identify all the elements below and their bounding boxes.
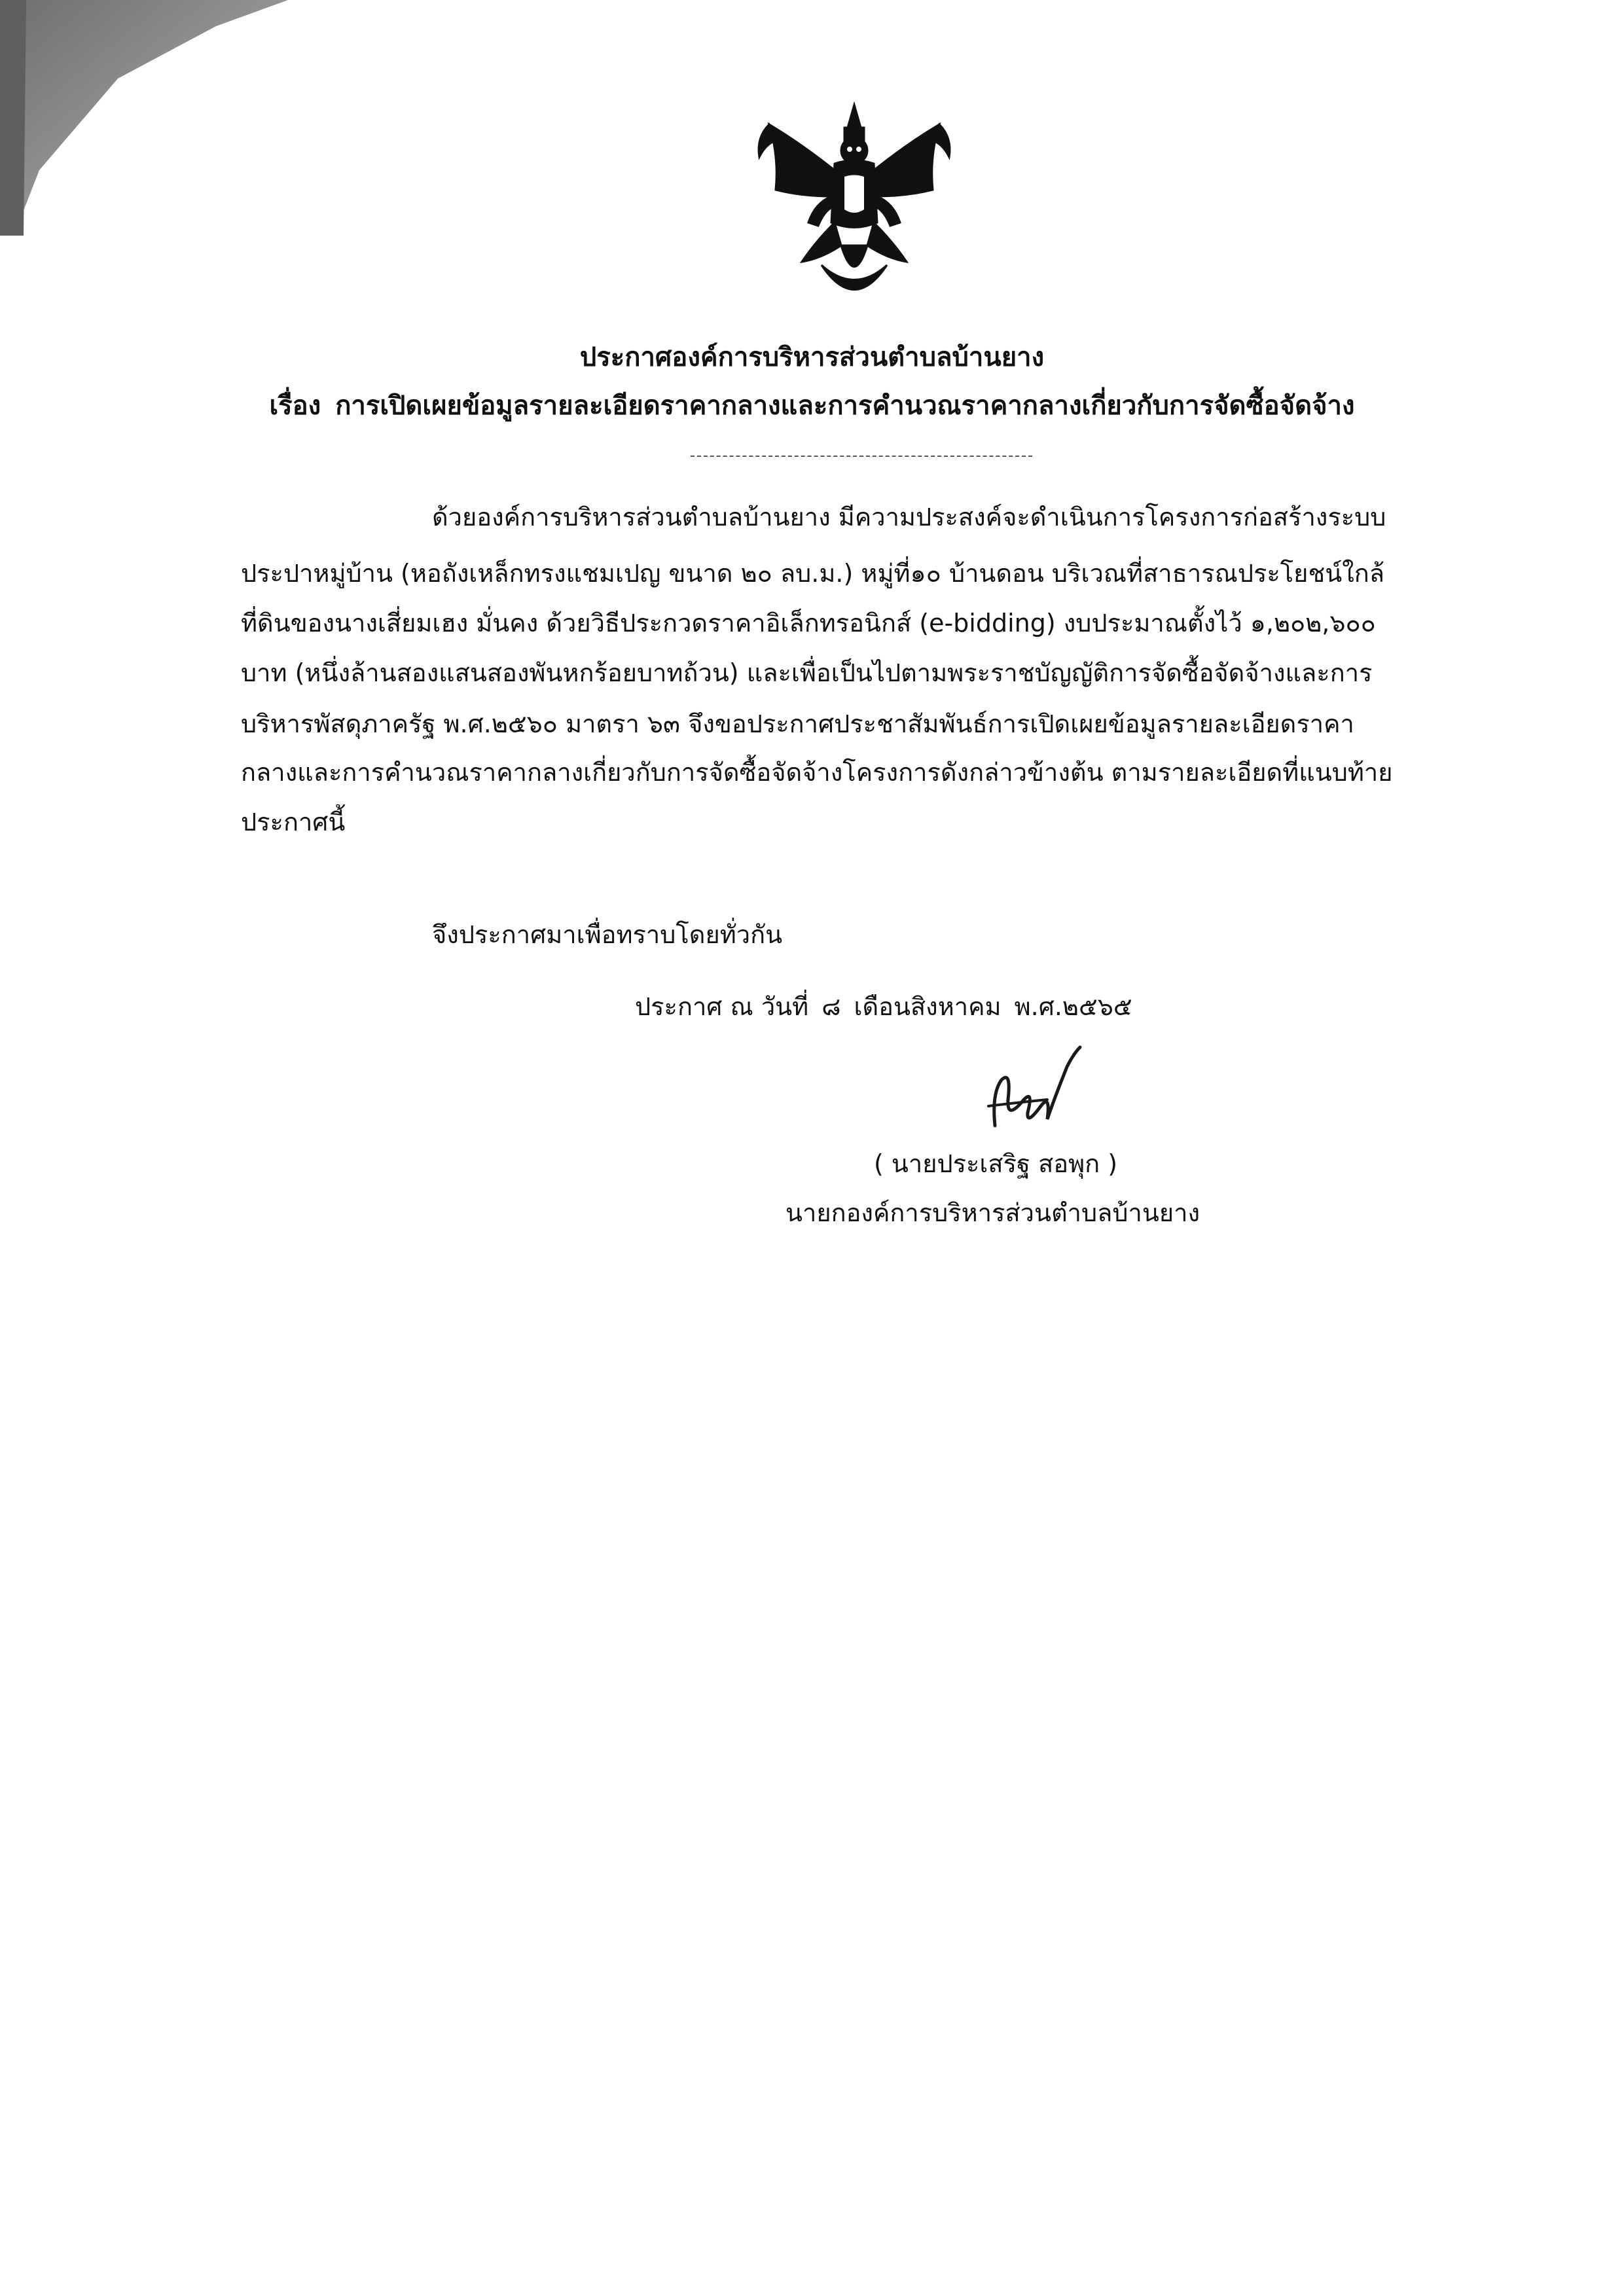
body-line-7: ประกาศนี้ xyxy=(241,808,346,836)
title-divider xyxy=(691,456,1032,457)
date-year: พ.ศ.๒๕๖๕ xyxy=(1014,992,1132,1021)
date-day: ๘ xyxy=(821,992,841,1021)
subject-text: การเปิดเผยข้อมูลรายละเอียดราคากลางและการคำนวณราคากลางเกี่ยวกับการจัดซื้อจัดจ้าง xyxy=(335,391,1355,421)
announcement-date xyxy=(635,988,1146,1025)
date-prefix: ประกาศ ณ วันที่ xyxy=(635,992,809,1021)
signer-name: ( นายประเสริฐ สอพุก ) xyxy=(874,1149,1118,1178)
date-month: เดือนสิงหาคม xyxy=(854,992,1001,1021)
announcement-subject xyxy=(0,387,1624,424)
announcement-title: ประกาศองค์การบริหารส่วนตำบลบ้านยาง xyxy=(579,342,1045,372)
body-line-2: ประปาหมู่บ้าน (หอถังเหล็กทรงแชมเปญ ขนาด ๒๐ ลบ.ม.) หมู่ที่๑๐ บ้านดอน บริเวณที่สาธารณประโยชน์ใกล้ xyxy=(241,559,1385,588)
garuda-emblem xyxy=(743,98,965,321)
closing-statement: จึงประกาศมาเพื่อทราบโดยทั่วกัน xyxy=(432,920,783,949)
subject-label: เรื่อง xyxy=(269,391,321,421)
signer-position: นายกองค์การบริหารส่วนตำบลบ้านยาง xyxy=(785,1198,1200,1227)
handwritten-signature xyxy=(975,1041,1093,1139)
body-line-4: บาท (หนึ่งล้านสองแสนสองพันหกร้อยบาทถ้วน) และเพื่อเป็นไปตามพระราชบัญญัติการจัดซื้อจัดจ้างและการ xyxy=(241,658,1373,687)
body-line-1: ด้วยองค์การบริหารส่วนตำบลบ้านยาง มีความประสงค์จะดำเนินการโครงการก่อสร้างระบบ xyxy=(432,503,1386,531)
body-line-5: บริหารพัสดุภาครัฐ พ.ศ.๒๕๖๐ มาตรา ๖๓ จึงขอประกาศประชาสัมพันธ์การเปิดเผยข้อมูลรายละเอียดราคา xyxy=(241,709,1354,738)
body-line-3: ที่ดินของนางเสี่ยมเฮง มั่นคง ด้วยวิธีประกวดราคาอิเล็กทรอนิกส์ (e-bidding) งบประมาณตั้งไว้ ๑,๒๐๒,๖๐๐ xyxy=(241,609,1376,637)
scan-shadow xyxy=(0,0,288,236)
body-line-6: กลางและการคำนวณราคากลางเกี่ยวกับการจัดซื้อจัดจ้างโครงการดังกล่าวข้างต้น ตามรายละเอียดที่แนบท้าย xyxy=(241,758,1393,787)
